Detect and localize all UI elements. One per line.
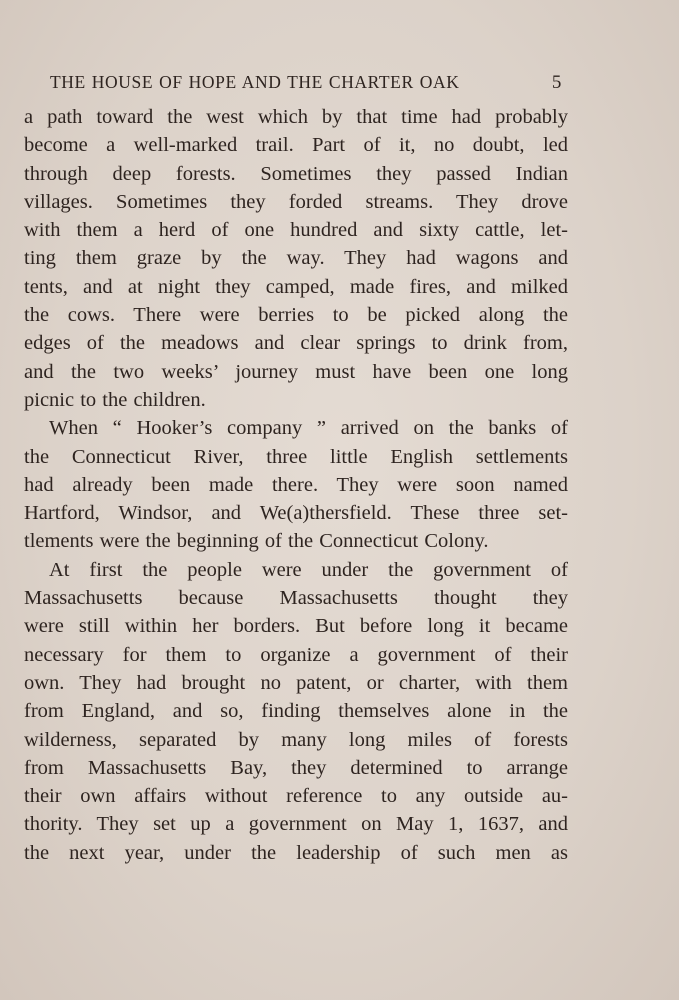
running-head-title: THE HOUSE OF HOPE AND THE CHARTER OAK — [50, 72, 460, 92]
running-head — [50, 72, 562, 96]
text-line: Hartford, Windsor, and We(a)thersfield. These three set- — [24, 502, 568, 525]
text-line: a path toward the west which by that time had probably — [24, 106, 568, 128]
text-line: own. They had brought no patent, or charter, with them — [24, 671, 568, 694]
text-line: become a well-marked trail. Part of it, no doubt, led — [24, 134, 568, 157]
text-line: their own affairs without reference to any outside au- — [24, 785, 568, 808]
text-line: with them a herd of one hundred and sixty cattle, let- — [24, 219, 568, 242]
text-line: picnic to the children. — [24, 388, 206, 411]
text-line: were still within her borders. But before long it became — [24, 615, 568, 638]
text-line: tents, and at night they camped, made fires, and milked — [24, 275, 568, 298]
text-line: thority. They set up a government on May 1, 1637, and — [24, 813, 568, 836]
text-line: and the two weeks’ journey must have been one long — [24, 360, 568, 383]
text-line: had already been made there. They were soon named — [24, 473, 568, 496]
text-line: edges of the meadows and clear springs to drink from, — [24, 332, 568, 355]
text-line: the next year, under the leadership of such men as — [24, 841, 568, 864]
text-line: When “ Hooker’s company ” arrived on the banks of — [49, 417, 568, 440]
text-line: Massachusetts because Massachusetts thought they — [24, 587, 568, 610]
text-line: from Massachusetts Bay, they determined to arrange — [24, 756, 568, 779]
text-line: the cows. There were berries to be picked along the — [24, 304, 568, 327]
page-number: 5 — [551, 72, 562, 93]
text-line: wilderness, separated by many long miles of forests — [24, 728, 568, 751]
text-line: ting them graze by the way. They had wagons and — [24, 247, 568, 270]
text-line: from England, and so, finding themselves alone in the — [24, 700, 568, 723]
text-line: necessary for them to organize a government of their — [24, 643, 568, 666]
text-line: At first the people were under the government of — [49, 558, 568, 581]
text-line: the Connecticut River, three little English settlements — [24, 445, 568, 468]
text-line: villages. Sometimes they forded streams. They drove — [24, 190, 568, 213]
text-line: tlements were the beginning of the Connecticut Colony. — [24, 530, 489, 553]
body-text — [24, 103, 568, 867]
text-line: through deep forests. Sometimes they passed Indian — [24, 162, 568, 185]
